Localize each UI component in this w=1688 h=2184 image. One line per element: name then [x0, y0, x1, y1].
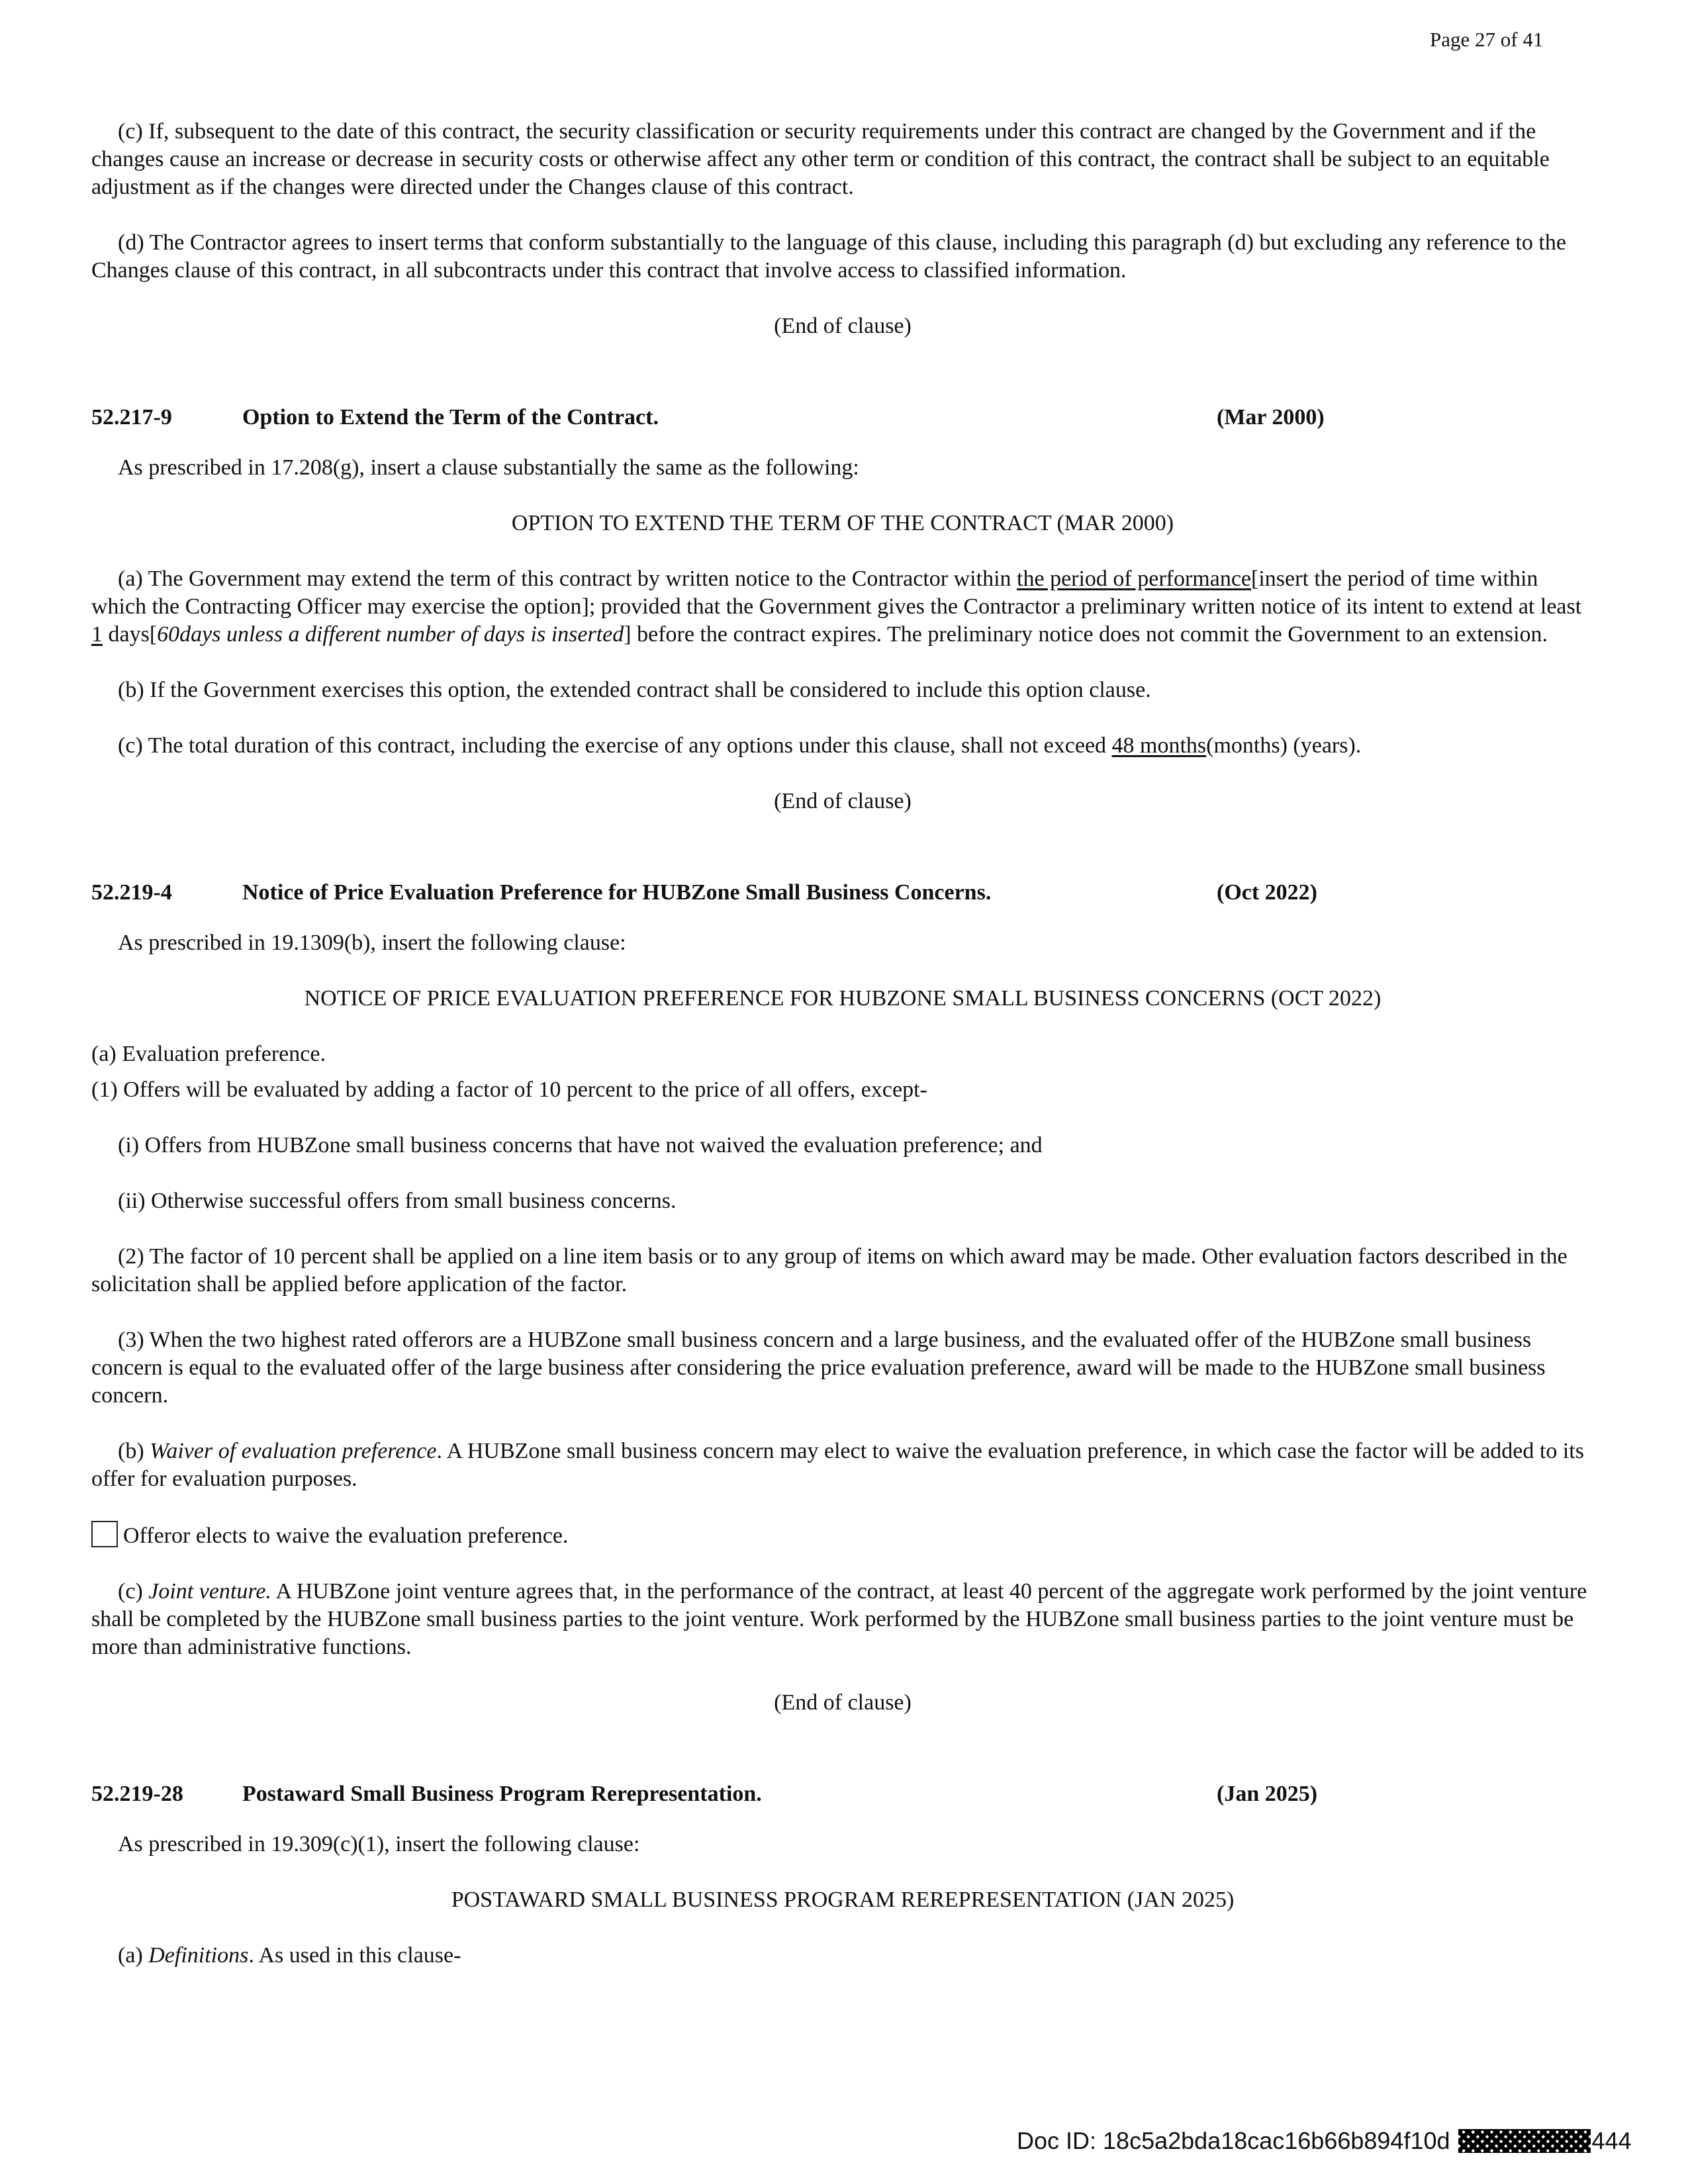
prescribed-text: As prescribed in 19.1309(b), insert the following clause: [118, 931, 626, 955]
fill-in-period: the period of performance [1017, 567, 1252, 591]
paragraph-c-joint-venture: (c) Joint venture. A HUBZone joint venture agrees that, in the performance of the contract, at least 40 percent of the aggregate work performed by the joint venture shall be completed by the HUBZone small business parties to the joint venture. Work performed by the HUBZone small business parties to the joint venture must be more than administrative functions. [91, 1579, 1587, 1659]
doc-id-suffix: 444 [1591, 2127, 1632, 2154]
clause-number: 52.217-9 [91, 405, 172, 430]
clause-number: 52.219-4 [91, 880, 172, 905]
paragraph-a1: (1) Offers will be evaluated by adding a factor of 10 percent to the price of all offers, except- [91, 1077, 927, 1102]
clause-heading-217-9 [91, 404, 1594, 432]
clause-title: Postaward Small Business Program Rerepresentation. [242, 1782, 762, 1806]
clause-caption: NOTICE OF PRICE EVALUATION PREFERENCE FOR HUBZONE SMALL BUSINESS CONCERNS (OCT 2022) [304, 986, 1382, 1011]
waiver-checkbox[interactable] [91, 1521, 118, 1547]
clause-title: Notice of Price Evaluation Preference for HUBZone Small Business Concerns. [242, 880, 992, 905]
clause-number: 52.219-28 [91, 1782, 183, 1806]
doc-id: Doc ID: 18c5a2bda18cac16b66b894f10d [1017, 2127, 1450, 2154]
clause-heading-219-28 [91, 1780, 1594, 1808]
paragraph-a-definitions: (a) Definitions. As used in this clause- [118, 1943, 461, 1968]
paragraph-i: (i) Offers from HUBZone small business concerns that have not waived the evaluation preference; and [118, 1133, 1043, 1158]
document-footer [1017, 2127, 1632, 2155]
redaction-mark [1458, 2129, 1591, 2153]
paragraph-b-option: (b) If the Government exercises this option, the extended contract shall be considered to include this option clause. [118, 678, 1151, 702]
clause-date: (Oct 2022) [1217, 880, 1318, 905]
clause-caption: POSTAWARD SMALL BUSINESS PROGRAM REREPRESENTATION (JAN 2025) [451, 1888, 1235, 1912]
clause-caption: OPTION TO EXTEND THE TERM OF THE CONTRACT (MAR 2000) [511, 511, 1174, 535]
paragraph-c-security: (c) If, subsequent to the date of this contract, the security classification or security requirements under this contract are changed by the Government and if the changes cause an increase or decrease in security costs or otherwise affect any other term or condition of this contract, the contract shall be subject to an equitable adjustment as if the changes were directed under the Changes clause of this contract. [91, 119, 1550, 199]
paragraph-a3: (3) When the two highest rated offerors are a HUBZone small business concern and a large business, and the evaluated offer of the HUBZone small business concern is equal to the evaluated offer of the large business after considering the price evaluation preference, award will be made to the HUBZone small business concern. [91, 1328, 1546, 1408]
prescribed-text: As prescribed in 17.208(g), insert a clause substantially the same as the following: [118, 455, 859, 480]
fill-in-days: 1 [91, 622, 103, 647]
clause-heading-219-4 [91, 879, 1594, 907]
clause-date: (Mar 2000) [1217, 405, 1325, 430]
prescribed-text: As prescribed in 19.309(c)(1), insert the following clause: [118, 1832, 640, 1856]
clause-title: Option to Extend the Term of the Contract. [242, 405, 659, 430]
paragraph-d-insert: (d) The Contractor agrees to insert terms that conform substantially to the language of this clause, including this paragraph (d) but excluding any reference to the Changes clause of this contract, in all subcontracts under this contract that involve access to classified information. [91, 230, 1566, 283]
checkbox-label: Offeror elects to waive the evaluation preference. [123, 1524, 569, 1548]
page-number: Page 27 of 41 [1430, 28, 1544, 51]
paragraph-b-waiver: (b) Waiver of evaluation preference. A HUBZone small business concern may elect to waive the evaluation preference, in which case the factor will be added to its offer for evaluation purposes. [91, 1439, 1584, 1491]
fill-in-duration: 48 months [1111, 733, 1207, 758]
paragraph-ii: (ii) Otherwise successful offers from small business concerns. [118, 1189, 677, 1213]
paragraph-a-evaluation: (a) Evaluation preference. [91, 1042, 326, 1066]
clause-date: (Jan 2025) [1217, 1782, 1318, 1806]
end-of-clause: (End of clause) [774, 314, 912, 338]
paragraph-a-option: (a) The Government may extend the term of this contract by written notice to the Contractor within the period of performance[insert the period of time within which the Contracting Officer may exercise the option]; provided that the Government gives the Contractor a preliminary written notice of its intent to extend at least 1 days[60days unless a different number of days is inserted] before the contract expires. The preliminary notice does not commit the Government to an extension. [91, 567, 1582, 647]
paragraph-c-option: (c) The total duration of this contract, including the exercise of any options under this clause, shall not exceed 48 months(months) (years). [118, 733, 1362, 758]
end-of-clause: (End of clause) [774, 789, 912, 813]
document-body [91, 118, 1594, 1970]
end-of-clause: (End of clause) [774, 1690, 912, 1715]
waiver-checkbox-row [91, 1521, 1594, 1550]
paragraph-a2: (2) The factor of 10 percent shall be applied on a line item basis or to any group of items on which award may be made. Other evaluation factors described in the solicitation shall be applied before application of the factor. [91, 1244, 1568, 1297]
